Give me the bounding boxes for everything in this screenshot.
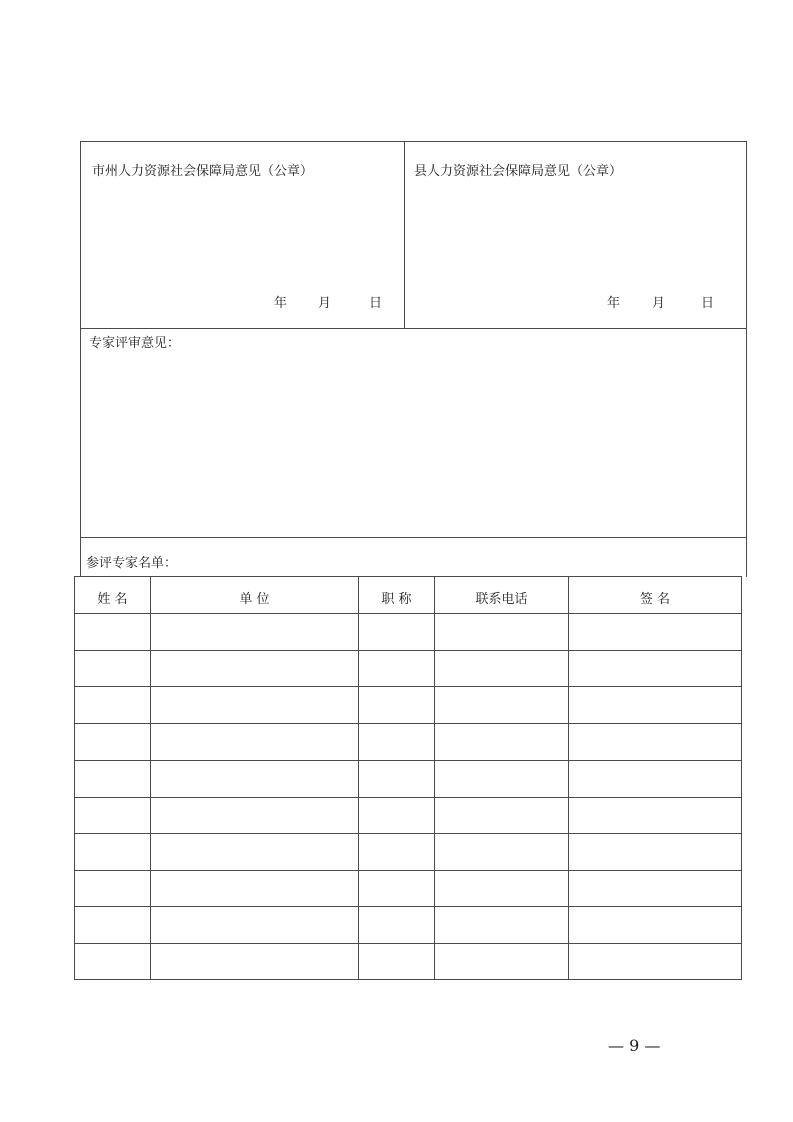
city-opinion-title: 市州人力资源社会保障局意见（公章） xyxy=(92,164,314,179)
table-cell-name[interactable] xyxy=(75,687,150,723)
table-cell-unit[interactable] xyxy=(151,907,358,943)
table-cell-name[interactable] xyxy=(75,944,150,979)
table-cell-title[interactable] xyxy=(359,944,434,979)
table-cell-signature[interactable] xyxy=(569,651,741,686)
table-cell-title[interactable] xyxy=(359,651,434,686)
table-cell-unit[interactable] xyxy=(151,724,358,760)
table-border-right xyxy=(746,141,747,577)
table-cell-phone[interactable] xyxy=(435,871,568,906)
county-date-year: 年 xyxy=(607,296,621,311)
list-line-0 xyxy=(74,576,742,577)
table-cell-unit[interactable] xyxy=(151,761,358,797)
table-border-left xyxy=(80,141,81,577)
column-header-signature: 签 名 xyxy=(639,592,671,607)
table-cell-title[interactable] xyxy=(359,687,434,723)
table-cell-title[interactable] xyxy=(359,907,434,943)
table-cell-signature[interactable] xyxy=(569,871,741,906)
table-border-top xyxy=(80,141,746,142)
city-date-year: 年 xyxy=(274,296,288,311)
expert-list-title: 参评专家名单： xyxy=(86,556,178,571)
table-cell-unit[interactable] xyxy=(151,687,358,723)
table-cell-unit[interactable] xyxy=(151,834,358,870)
opinion-bottom-line xyxy=(80,328,746,329)
column-header-phone: 联系电话 xyxy=(475,592,528,607)
table-cell-name[interactable] xyxy=(75,871,150,906)
table-cell-phone[interactable] xyxy=(435,724,568,760)
table-cell-title[interactable] xyxy=(359,834,434,870)
table-cell-title[interactable] xyxy=(359,761,434,797)
table-cell-name[interactable] xyxy=(75,651,150,686)
table-cell-signature[interactable] xyxy=(569,724,741,760)
table-cell-phone[interactable] xyxy=(435,687,568,723)
table-cell-phone[interactable] xyxy=(435,651,568,686)
county-opinion-title: 县人力资源社会保障局意见（公章） xyxy=(414,164,623,179)
county-date-day: 日 xyxy=(701,296,715,311)
table-cell-unit[interactable] xyxy=(151,798,358,833)
city-date-month: 月 xyxy=(318,296,332,311)
column-header-unit: 单 位 xyxy=(239,592,270,607)
table-cell-signature[interactable] xyxy=(569,798,741,833)
table-cell-phone[interactable] xyxy=(435,834,568,870)
city-date-day: 日 xyxy=(369,296,383,311)
table-cell-phone[interactable] xyxy=(435,761,568,797)
table-cell-name[interactable] xyxy=(75,761,150,797)
table-cell-phone[interactable] xyxy=(435,614,568,650)
table-cell-signature[interactable] xyxy=(569,907,741,943)
table-cell-phone[interactable] xyxy=(435,907,568,943)
table-cell-signature[interactable] xyxy=(569,761,741,797)
table-cell-unit[interactable] xyxy=(151,944,358,979)
column-header-title: 职 称 xyxy=(381,592,412,607)
table-cell-name[interactable] xyxy=(75,907,150,943)
table-cell-title[interactable] xyxy=(359,798,434,833)
table-cell-phone[interactable] xyxy=(435,798,568,833)
list-line-11 xyxy=(74,979,742,980)
table-cell-unit[interactable] xyxy=(151,651,358,686)
table-cell-title[interactable] xyxy=(359,724,434,760)
review-bottom-line xyxy=(80,537,746,538)
table-cell-signature[interactable] xyxy=(569,687,741,723)
table-cell-name[interactable] xyxy=(75,798,150,833)
opinion-divider xyxy=(404,141,405,328)
table-cell-unit[interactable] xyxy=(151,871,358,906)
table-cell-name[interactable] xyxy=(75,614,150,650)
expert-review-title: 专家评审意见： xyxy=(89,336,181,351)
table-cell-phone[interactable] xyxy=(435,944,568,979)
table-cell-name[interactable] xyxy=(75,724,150,760)
list-col-line-5 xyxy=(741,576,742,980)
table-cell-title[interactable] xyxy=(359,871,434,906)
page-number: — 9 — xyxy=(608,1036,661,1055)
county-date-month: 月 xyxy=(652,296,666,311)
table-cell-title[interactable] xyxy=(359,614,434,650)
table-cell-signature[interactable] xyxy=(569,834,741,870)
table-cell-name[interactable] xyxy=(75,834,150,870)
table-cell-unit[interactable] xyxy=(151,614,358,650)
column-header-name: 姓 名 xyxy=(97,592,128,607)
table-cell-signature[interactable] xyxy=(569,614,741,650)
table-cell-signature[interactable] xyxy=(569,944,741,979)
